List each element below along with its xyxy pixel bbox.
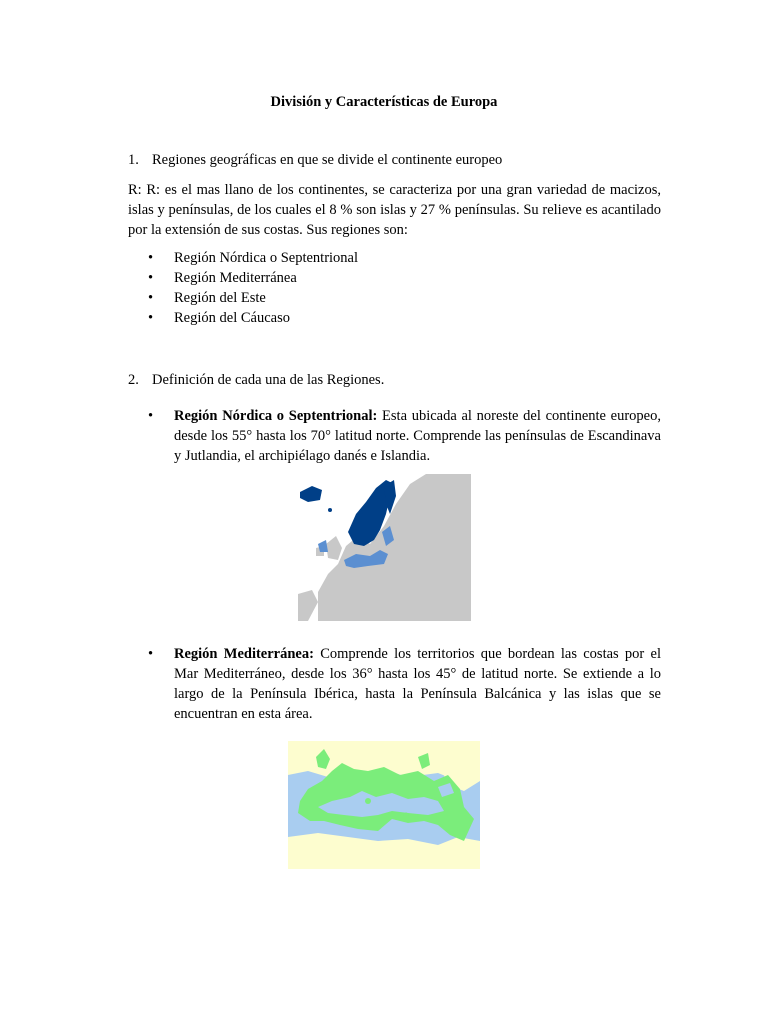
region-name: Región del Este (174, 290, 266, 306)
question-2-number: 2. (128, 372, 139, 388)
nordic-region-map (298, 474, 471, 621)
question-2-text: Definición de cada una de las Regiones. (152, 372, 385, 388)
mediterranean-region-text (174, 644, 661, 724)
nordic-region-block (148, 406, 661, 466)
question-1 (128, 150, 648, 170)
list-item (148, 268, 358, 288)
bullet-icon: • (148, 270, 154, 286)
list-item (148, 308, 358, 328)
mediterranean-region-block (148, 644, 661, 724)
bullet-icon: • (148, 646, 154, 662)
region-name: Región Nórdica o Septentrional (174, 250, 359, 266)
bullet-icon: • (148, 310, 154, 326)
answer-paragraph: R: R: es el mas llano de los continentes, se caracteriza por una gran variedad de macizos, islas y penínsulas, de los cuales el 8 % son islas y 27 % penínsulas. Su relieve es acantilado por la extensión de sus costas. Sus regiones son: (128, 182, 661, 238)
bullet-icon: • (148, 250, 154, 266)
regions-list (148, 248, 358, 328)
region-name: Región Mediterránea (174, 270, 297, 286)
list-item (148, 248, 358, 268)
question-1-text: Regiones geográficas en que se divide el continente europeo (152, 152, 503, 168)
bullet-icon: • (148, 408, 154, 424)
list-item (148, 288, 358, 308)
question-2 (128, 370, 648, 390)
mediterranean-region-heading: Región Mediterránea: (174, 646, 314, 662)
question-1-number: 1. (128, 152, 139, 168)
region-name: Región del Cáucaso (174, 310, 290, 326)
nordic-region-heading: Región Nórdica o Septentrional: (174, 408, 378, 424)
mediterranean-region-map (288, 741, 480, 869)
mediterranean-region-description: Comprende los territorios que bordean las costas por el Mar Mediterráneo, desde los 36° hasta los 45° de latitud norte. Se extiende a lo largo de la Península Ibérica, hasta la Península Balcánica y las islas que se encuentran en esta área. (174, 646, 661, 722)
nordic-region-text (174, 406, 661, 466)
bullet-icon: • (148, 290, 154, 306)
page-title: División y Características de Europa (270, 94, 498, 110)
nordic-region-description: Esta ubicada al noreste del continente europeo, desde los 55° hasta los 70° latitud norte. Comprende las penínsulas de Escandinava y Jutlandia, el archipiélago danés e Islandia. (174, 408, 661, 464)
